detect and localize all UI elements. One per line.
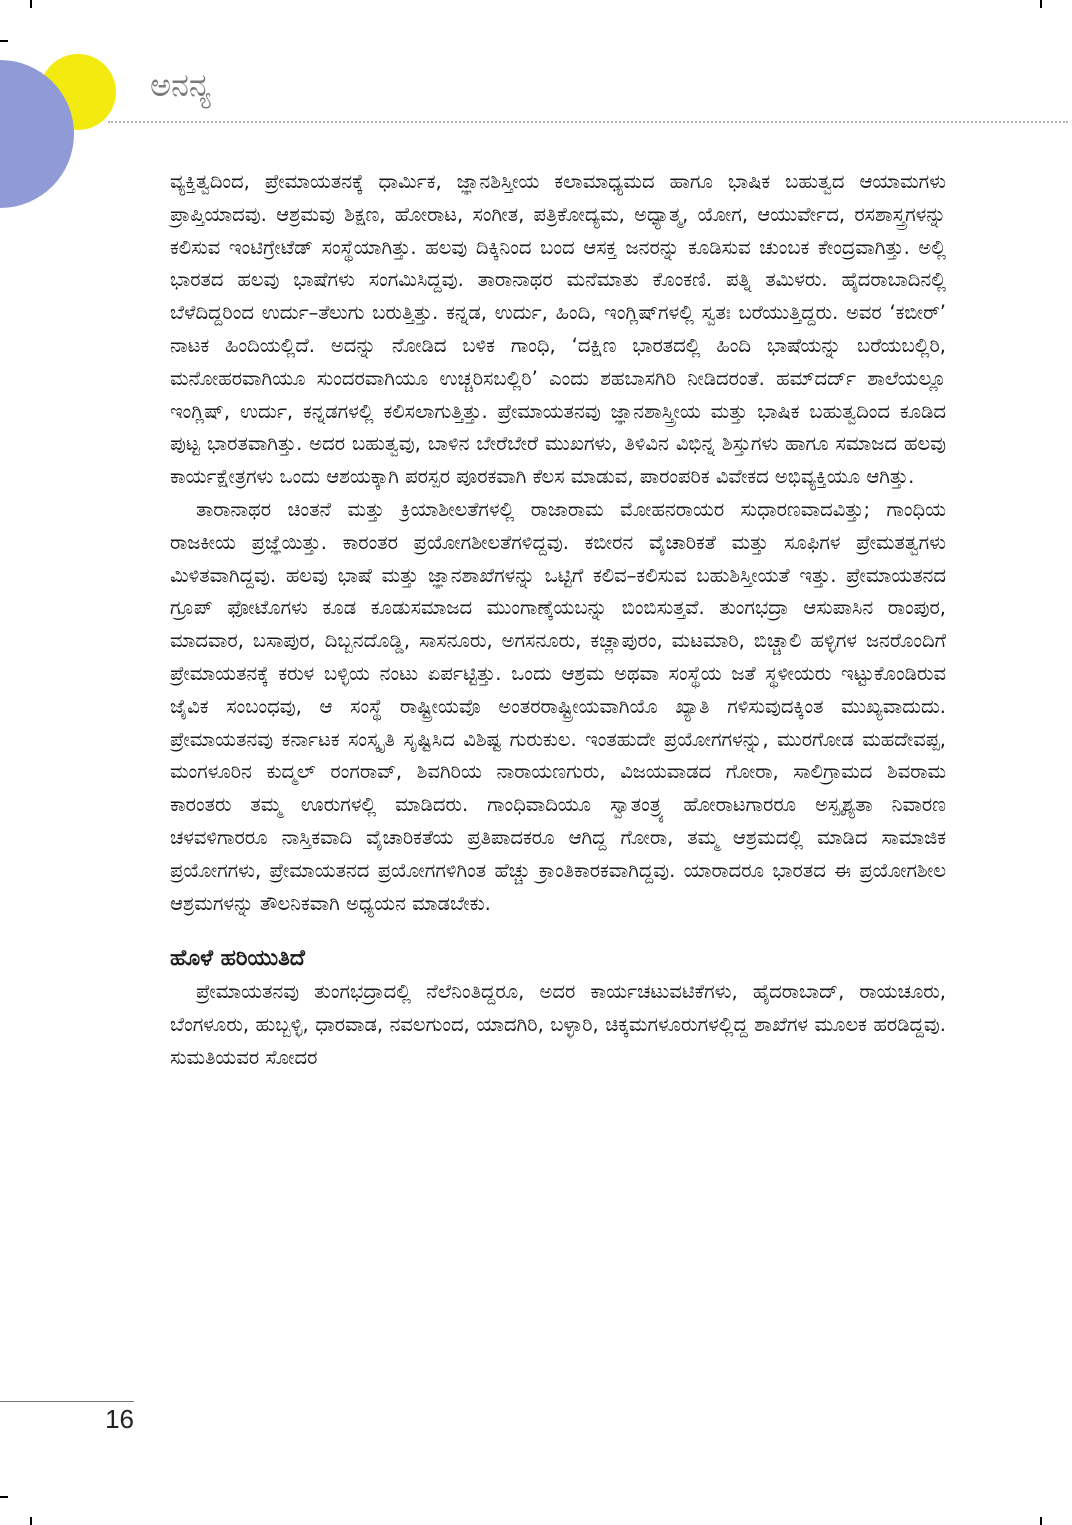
paragraph-2: ತಾರಾನಾಥರ ಚಿಂತನೆ ಮತ್ತು ಕ್ರಿಯಾಶೀಲತೆಗಳಲ್ಲಿ ರಾಜಾರಾಮ ಮೋಹನರಾಯರ ಸುಧಾರಣವಾದವಿತ್ತು; ಗಾಂಧಿಯ ರಾಜಕೀಯ ಪ್ರಜ್ಞೆಯಿತ್ತು. ಕಾರಂತರ ಪ್ರಯೋಗಶೀಲತೆಗಳಿದ್ದವು. ಕಬೀರನ ವೈಚಾರಿಕತೆ ಮತ್ತು ಸೂಫಿಗಳ ಪ್ರೇಮತತ್ವಗಳು ಮಿಳಿತವಾಗಿದ್ದವು. ಹಲವು ಭಾಷೆ ಮತ್ತು ಜ್ಞಾನಶಾಖೆಗಳನ್ನು ಒಟ್ಟಿಗೆ ಕಲಿವ–ಕಲಿಸುವ ಬಹುಶಿಸ್ತೀಯತೆ ಇತ್ತು. ಪ್ರೇಮಾಯತನದ ಗ್ರೂಪ್ ಫೋಟೊಗಳು ಕೂಡ ಕೂಡುಸಮಾಜದ ಮುಂಗಾಣ್ಕೆಯಬನ್ನು ಬಿಂಬಿಸುತ್ತವೆ. ತುಂಗಭದ್ರಾ ಆಸುಪಾಸಿನ ರಾಂಪುರ, ಮಾದವಾರ, ಬಸಾಪುರ, ದಿಬ್ಬನದೊಡ್ಡಿ, ಸಾಸನೂರು, ಅಗಸನೂರು, ಕಚ್ಲಾಪುರಂ, ಮಟಮಾರಿ, ಬಿಚ್ಚಾಲಿ ಹಳ್ಳಿಗಳ ಜನರೊಂದಿಗೆ ಪ್ರೇಮಾಯತನಕ್ಕೆ ಕರುಳ ಬಳ್ಳಿಯ ನಂಟು ಏರ್ಪಟ್ಟಿತ್ತು. ಒಂದು ಆಶ್ರಮ ಅಥವಾ ಸಂಸ್ಥೆಯ ಜತೆ ಸ್ಥಳೀಯರು ಇಟ್ಟುಕೊಂಡಿರುವ ಜೈವಿಕ ಸಂಬಂಧವು, ಆ ಸಂಸ್ಥೆ ರಾಷ್ಟ್ರೀಯವೊ ಅಂತರರಾಷ್ಟ್ರೀಯವಾಗಿಯೊ ಖ್ಯಾತಿ ಗಳಿಸುವುದಕ್ಕಿಂತ ಮುಖ್ಯವಾದುದು. ಪ್ರೇಮಾಯತನವು ಕರ್ನಾಟಕ ಸಂಸ್ಕೃತಿ ಸೃಷ್ಟಿಸಿದ ವಿಶಿಷ್ಟ ಗುರುಕುಲ. ಇಂತಹುದೇ ಪ್ರಯೋಗಗಳನ್ನು, ಮುರಗೋಡ ಮಹದೇವಪ್ಪ, ಮಂಗಳೂರಿನ ಕುದ್ಮಲ್ ರಂಗರಾವ್, ಶಿವಗಿರಿಯ ನಾರಾಯಣಗುರು, ವಿಜಯವಾಡದ ಗೋರಾ, ಸಾಲಿಗ್ರಾಮದ ಶಿವರಾಮ ಕಾರಂತರು ತಮ್ಮ ಊರುಗಳಲ್ಲಿ ಮಾಡಿದರು. ಗಾಂಧಿವಾದಿಯೂ ಸ್ವಾತಂತ್ರ್ಯ ಹೋರಾಟಗಾರರೂ ಅಸ್ಪೃಶ್ಯತಾ ನಿವಾರಣ ಚಳವಳಿಗಾರರೂ ನಾಸ್ತಿಕವಾದಿ ವೈಚಾರಿಕತೆಯ ಪ್ರತಿಪಾದಕರೂ ಆಗಿದ್ದ ಗೋರಾ, ತಮ್ಮ ಆಶ್ರಮದಲ್ಲಿ ಮಾಡಿದ ಸಾಮಾಜಿಕ ಪ್ರಯೋಗಗಳು, ಪ್ರೇಮಾಯತನದ ಪ್ರಯೋಗಗಳಿಗಿಂತ ಹೆಚ್ಚು ಕ್ರಾಂತಿಕಾರಕವಾಗಿದ್ದವು. ಯಾರಾದರೂ ಭಾರತದ ಈ ಪ್ರಯೋಗಶೀಲ ಆಶ್ರಮಗಳನ್ನು ತೌಲನಿಕವಾಗಿ ಅಧ್ಯಯನ ಮಾಡಬೇಕು. bbox=[170, 497, 946, 915]
paragraph-3: ಪ್ರೇಮಾಯತನವು ತುಂಗಭದ್ರಾದಲ್ಲಿ ನೆಲೆನಿಂತಿದ್ದರೂ, ಅದರ ಕಾರ್ಯಚಟುವಟಿಕೆಗಳು, ಹೈದರಾಬಾದ್, ರಾಯಚೂರು, ಬೆಂಗಳೂರು, ಹುಬ್ಬಳ್ಳಿ, ಧಾರವಾಡ, ನವಲಗುಂದ, ಯಾದಗಿರಿ, ಬಳ್ಳಾರಿ, ಚಿಕ್ಕಮಗಳೂರುಗಳಲ್ಲಿದ್ದ ಶಾಖೆಗಳ ಮೂಲಕ ಹರಡಿದ್ದವು. ಸುಮತಿಯವರ ಸೋದರ bbox=[170, 980, 946, 1069]
page-number: 16 bbox=[105, 1404, 134, 1434]
crop-mark-top-left bbox=[30, 0, 32, 8]
crop-mark-bottom-right bbox=[1040, 1517, 1042, 1525]
section-heading: ಹೊಳೆ ಹರಿಯುತಿದೆ bbox=[170, 946, 305, 972]
crop-mark-left-upper bbox=[0, 40, 8, 42]
header-dotted-rule bbox=[108, 121, 1068, 123]
running-title: ಅನನ್ಯ bbox=[150, 66, 212, 104]
crop-mark-top-right bbox=[1040, 0, 1042, 8]
crop-mark-bottom-left bbox=[30, 1517, 32, 1525]
paragraph-1: ವ್ಯಕ್ತಿತ್ವದಿಂದ, ಪ್ರೇಮಾಯತನಕ್ಕೆ ಧಾರ್ಮಿಕ, ಜ್ಞಾನಶಿಸ್ತೀಯ ಕಲಾಮಾಧ್ಯಮದ ಹಾಗೂ ಭಾಷಿಕ ಬಹುತ್ವದ ಆಯಾಮಗಳು ಪ್ರಾಪ್ತಿಯಾದವು. ಆಶ್ರಮವು ಶಿಕ್ಷಣ, ಹೋರಾಟ, ಸಂಗೀತ, ಪತ್ರಿಕೋದ್ಯಮ, ಅಧ್ಯಾತ್ಮ, ಯೋಗ, ಆಯುರ್ವೇದ, ರಸಶಾಸ್ತ್ರಗಳನ್ನು ಕಲಿಸುವ ಇಂಟಿಗ್ರೇಟೆಡ್ ಸಂಸ್ಥೆಯಾಗಿತ್ತು. ಹಲವು ದಿಕ್ಕಿನಿಂದ ಬಂದ ಆಸಕ್ತ ಜನರನ್ನು ಕೂಡಿಸುವ ಚುಂಬಕ ಕೇಂದ್ರವಾಗಿತ್ತು. ಅಲ್ಲಿ ಭಾರತದ ಹಲವು ಭಾಷೆಗಳು ಸಂಗಮಿಸಿದ್ದವು. ತಾರಾನಾಥರ ಮನೆಮಾತು ಕೊಂಕಣಿ. ಪತ್ನಿ ತಮಿಳರು. ಹೈದರಾಬಾದಿನಲ್ಲಿ ಬೆಳೆದಿದ್ದರಿಂದ ಉರ್ದು–ತೆಲುಗು ಬರುತ್ತಿತ್ತು. ಕನ್ನಡ, ಉರ್ದು, ಹಿಂದಿ, ಇಂಗ್ಲಿಷ್‌ಗಳಲ್ಲಿ ಸ್ವತಃ ಬರೆಯುತ್ತಿದ್ದರು. ಅವರ ‘ಕಬೀರ್’ ನಾಟಕ ಹಿಂದಿಯಲ್ಲಿದೆ. ಅದನ್ನು ನೋಡಿದ ಬಳಿಕ ಗಾಂಧಿ, ‘ದಕ್ಷಿಣ ಭಾರತದಲ್ಲಿ ಹಿಂದಿ ಭಾಷೆಯನ್ನು ಬರೆಯಬಲ್ಲಿರಿ, ಮನೋಹರವಾಗಿಯೂ ಸುಂದರವಾಗಿಯೂ ಉಚ್ಚರಿಸಬಲ್ಲಿರಿ’ ಎಂದು ಶಹಬಾಸಗಿರಿ ನೀಡಿದರಂತೆ. ಹಮ್‌ದರ್ದ್ ಶಾಲೆಯಲ್ಲೂ ಇಂಗ್ಲಿಷ್, ಉರ್ದು, ಕನ್ನಡಗಳಲ್ಲಿ ಕಲಿಸಲಾಗುತ್ತಿತ್ತು. ಪ್ರೇಮಾಯತನವು ಜ್ಞಾನಶಾಸ್ತ್ರೀಯ ಮತ್ತು ಭಾಷಿಕ ಬಹುತ್ವದಿಂದ ಕೂಡಿದ ಪುಟ್ಟ ಭಾರತವಾಗಿತ್ತು. ಅದರ ಬಹುತ್ವವು, ಬಾಳಿನ ಬೇರೆಬೇರೆ ಮುಖಗಳು, ತಿಳಿವಿನ ವಿಭಿನ್ನ ಶಿಸ್ತುಗಳು ಹಾಗೂ ಸಮಾಜದ ಹಲವು ಕಾರ್ಯಕ್ಷೇತ್ರಗಳು ಒಂದು ಆಶಯಕ್ಕಾಗಿ ಪರಸ್ಪರ ಪೂರಕವಾಗಿ ಕೆಲಸ ಮಾಡುವ, ಪಾರಂಪರಿಕ ವಿವೇಕದ ಅಭಿವ್ಯಕ್ತಿಯೂ ಆಗಿತ್ತು. bbox=[170, 170, 946, 489]
crop-mark-left-lower bbox=[0, 1496, 8, 1498]
page-body bbox=[170, 166, 946, 1075]
footer-rule bbox=[0, 1401, 134, 1402]
